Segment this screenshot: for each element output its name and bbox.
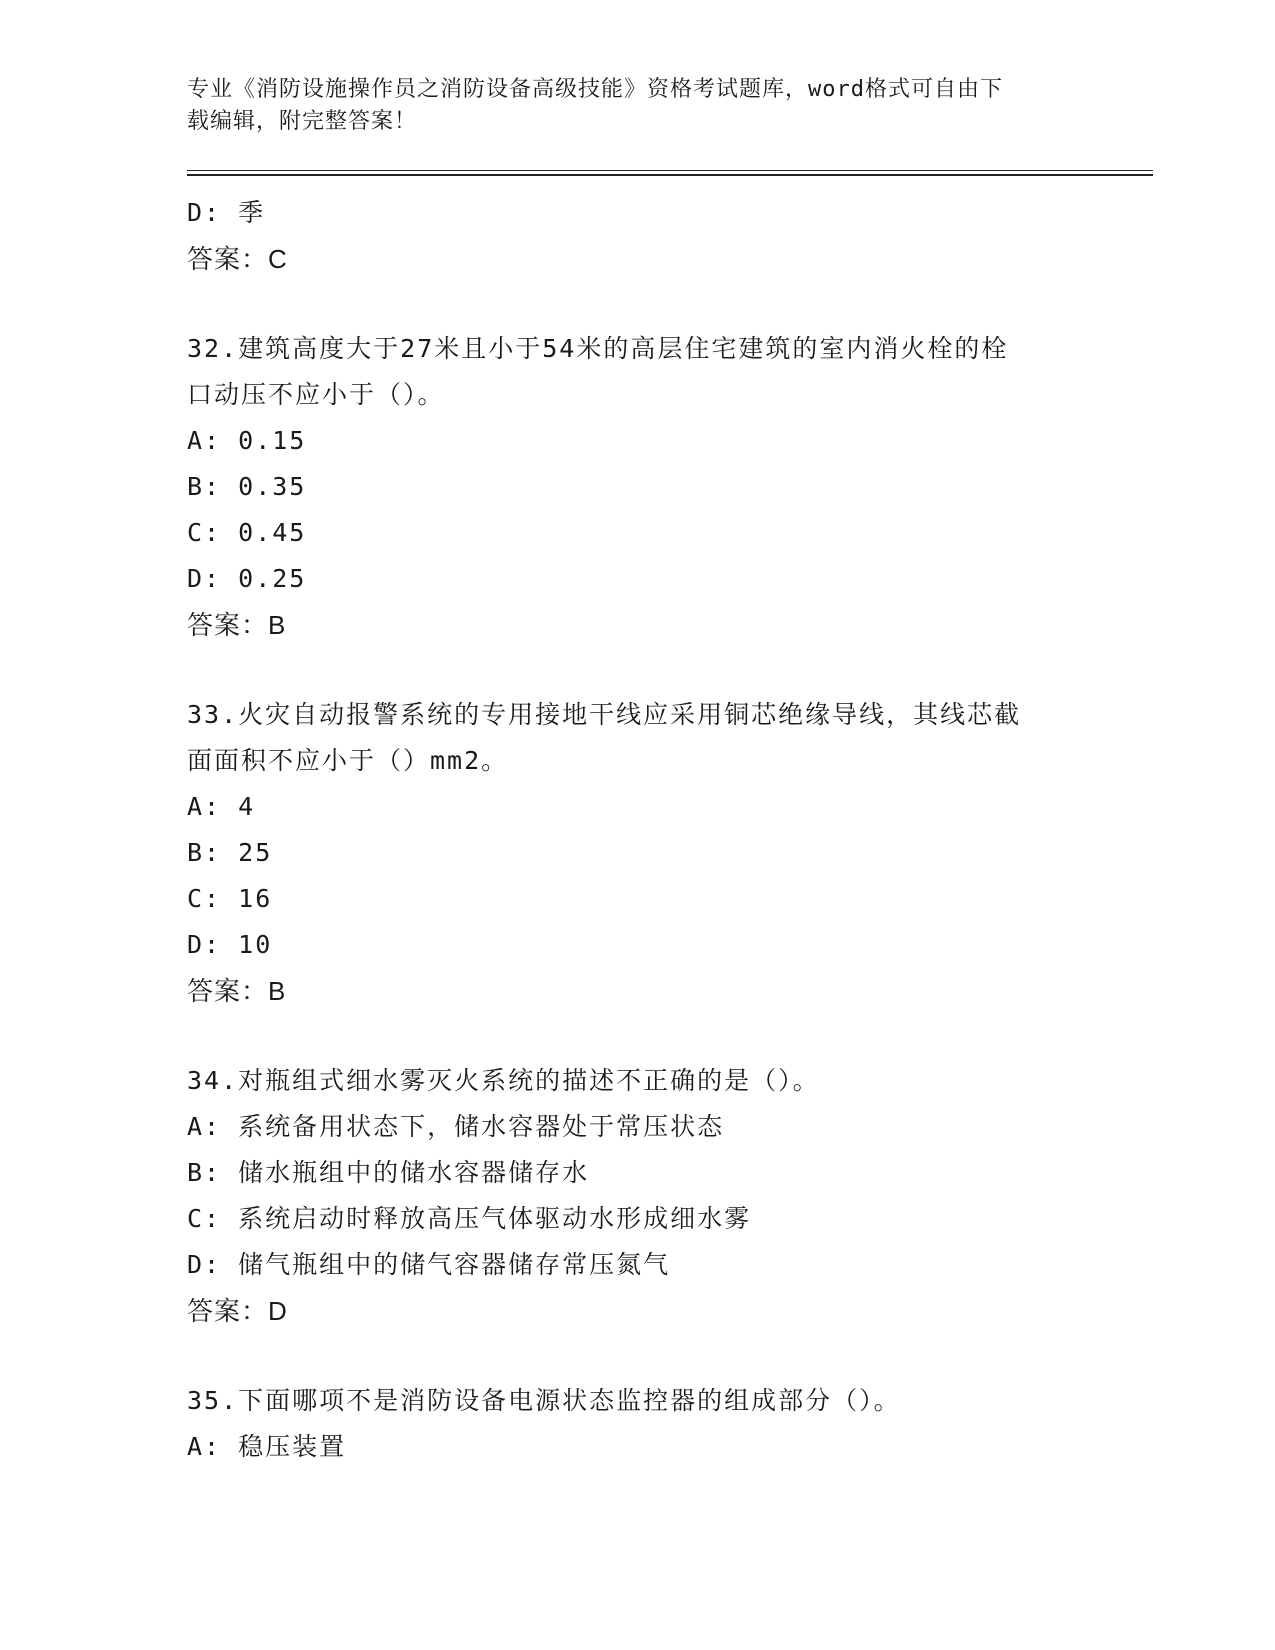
question-text-cont: 口动压不应小于（）。 [187,380,445,409]
header-line-2: 载编辑，附完整答案！ [187,109,418,134]
question-text-cont: 面面积不应小于（）mm2。 [187,746,509,775]
option-c: C: 16 [187,884,273,913]
option-a: A: 稳压装置 [187,1432,347,1461]
header-divider-thin [187,170,1153,171]
previous-question-tail [187,190,1087,282]
question-text: 34.对瓶组式细水雾灭火系统的描述不正确的是（）。 [187,1066,820,1095]
question-32 [187,326,1087,648]
document-header [187,74,1087,138]
question-list [187,190,1087,1470]
answer-label: 答案：C [187,244,288,274]
answer-label: 答案：B [187,976,287,1006]
option-a: A: 0.15 [187,426,307,455]
option-c: C: 系统启动时释放高压气体驱动水形成细水雾 [187,1204,752,1233]
option-d: D: 季 [187,198,266,227]
question-text: 32.建筑高度大于27米且小于54米的高层住宅建筑的室内消火栓的栓 [187,334,1009,363]
question-35 [187,1378,1087,1470]
question-text: 35.下面哪项不是消防设备电源状态监控器的组成部分（）。 [187,1386,901,1415]
option-d: D: 10 [187,930,273,959]
header-line-1: 专业《消防设施操作员之消防设备高级技能》资格考试题库，word格式可自由下 [187,77,1003,102]
question-text: 33.火灾自动报警系统的专用接地干线应采用铜芯绝缘导线，其线芯截 [187,700,1022,729]
option-d: D: 储气瓶组中的储气容器储存常压氮气 [187,1250,671,1279]
header-divider-thick [187,174,1153,176]
option-b: B: 0.35 [187,472,307,501]
question-33 [187,692,1087,1014]
option-d: D: 0.25 [187,564,307,593]
answer-label: 答案：B [187,610,287,640]
answer-label: 答案：D [187,1296,288,1326]
option-a: A: 4 [187,792,256,821]
question-34 [187,1058,1087,1334]
option-a: A: 系统备用状态下，储水容器处于常压状态 [187,1112,725,1141]
option-c: C: 0.45 [187,518,307,547]
option-b: B: 储水瓶组中的储水容器储存水 [187,1158,590,1187]
option-b: B: 25 [187,838,273,867]
